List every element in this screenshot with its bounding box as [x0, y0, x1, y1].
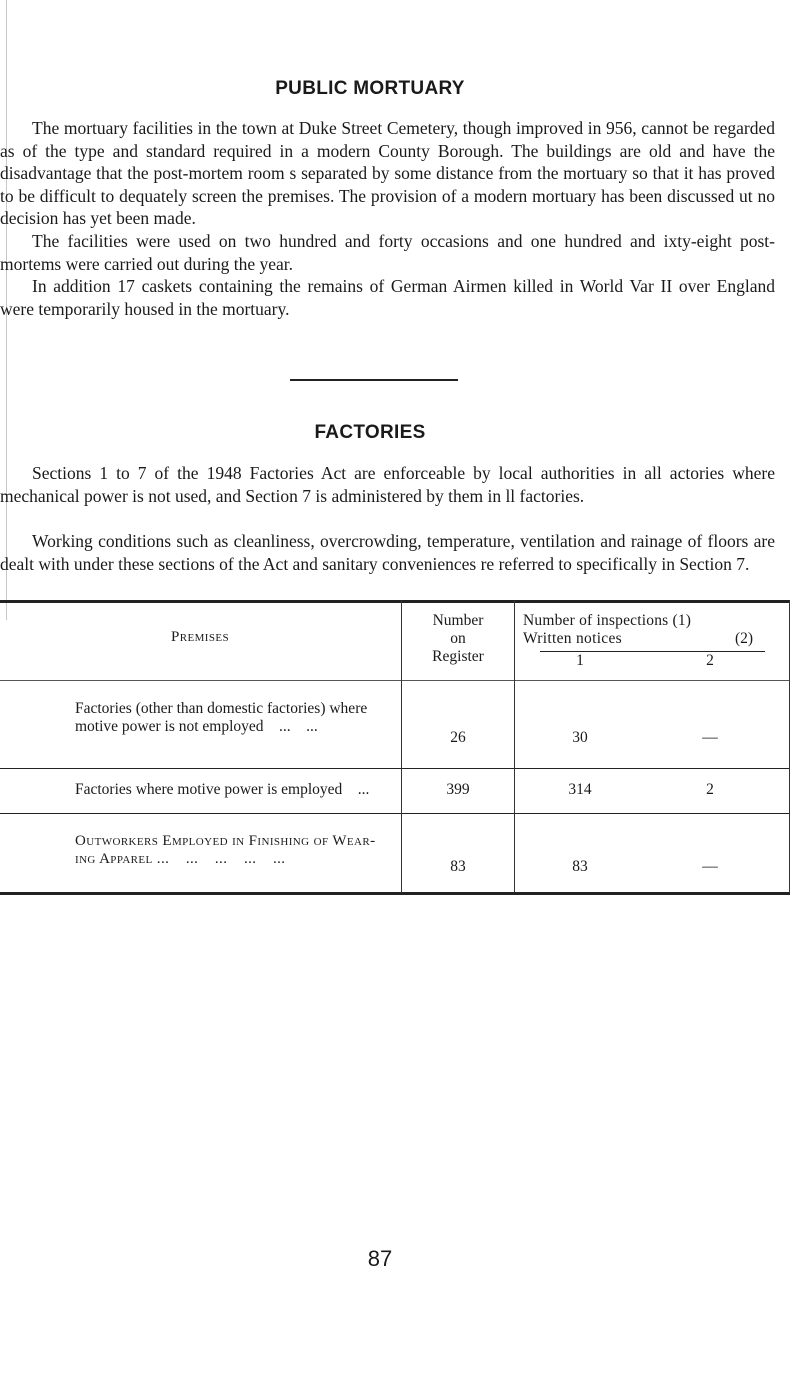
- page-number: 87: [367, 1246, 393, 1271]
- table-row-rule-1: [0, 768, 790, 769]
- mortuary-paragraph-2: The facilities were used on two hundred and forty occasions and one hundred and ixty-eight post-mortems were carried out during the year.: [0, 231, 775, 274]
- row-2-col-1: 314: [568, 781, 592, 798]
- header-register-line3: Register: [432, 648, 484, 665]
- factories-table: [0, 600, 790, 906]
- row-1-col-1: 30: [572, 729, 588, 746]
- header-sub-col-1: 1: [576, 652, 584, 669]
- table-col-divider-2: [514, 600, 515, 893]
- header-premises: Premises: [171, 629, 229, 645]
- mortuary-paragraph-1: The mortuary facilities in the town at Duke Street Cemetery, though improved in 956, cannot be regarded as of the type and standard required in a modern County Borough. The buildings are old and have the disadvantage that the post-mortem room s separated by some distance from the mortuary so that it has proved to be difficult to dequately screen the premises. The provision of a modern mortuary has been discussed ut no decision has yet been made.: [0, 118, 775, 229]
- row-2-col-2: 2: [706, 781, 714, 798]
- row-2-register: 399: [446, 781, 470, 798]
- mortuary-heading: PUBLIC MORTUARY: [275, 78, 465, 99]
- row-1-premises-line2: motive power is not employed ... ...: [75, 718, 318, 735]
- row-3-register: 83: [450, 858, 466, 875]
- header-sub-col-2: 2: [706, 652, 714, 669]
- header-register-line2: on: [450, 630, 466, 647]
- row-1-premises-line1: Factories (other than domestic factories) where: [75, 700, 368, 717]
- table-header-rule: [0, 680, 790, 681]
- row-3-col-1: 83: [572, 858, 588, 875]
- row-2-premises-line1: Factories where motive power is employed ...: [75, 781, 370, 798]
- table-right-border: [789, 600, 790, 893]
- row-3-premises-line1: Outworkers Employed in Finishing of Wear-: [75, 833, 376, 849]
- table-row-rule-2: [0, 813, 790, 814]
- header-inspections-line1: Number of inspections (1): [523, 612, 692, 629]
- header-register-line1: Number: [432, 612, 484, 629]
- mortuary-paragraph-3: In addition 17 caskets containing the remains of German Airmen killed in World Var II over England were temporarily housed in the mortuary.: [0, 276, 775, 319]
- row-1-col-2: —: [702, 729, 718, 746]
- header-inspections-line2-num: (2): [735, 630, 754, 647]
- row-1-register: 26: [450, 729, 466, 746]
- header-inspections-line2: Written notices: [523, 630, 622, 647]
- row-3-premises-line2: ing Apparel ... ... ... ... ...: [75, 851, 286, 867]
- section-divider: [290, 379, 458, 381]
- table-bottom-rule: [0, 892, 790, 895]
- row-3-col-2: —: [702, 858, 718, 875]
- factories-heading: FACTORIES: [314, 422, 426, 443]
- factories-paragraph-1: Sections 1 to 7 of the 1948 Factories Act are enforceable by local authorities in all actories where mechanical power is not used, and Section 7 is administered by them in ll factories.: [0, 463, 775, 506]
- factories-paragraph-2: Working conditions such as cleanliness, overcrowding, temperature, ventilation and rainage of floors are dealt with under these sections of the Act and sanitary conveniences re referred to specifically in Section 7.: [0, 531, 775, 574]
- table-top-rule: [0, 600, 790, 603]
